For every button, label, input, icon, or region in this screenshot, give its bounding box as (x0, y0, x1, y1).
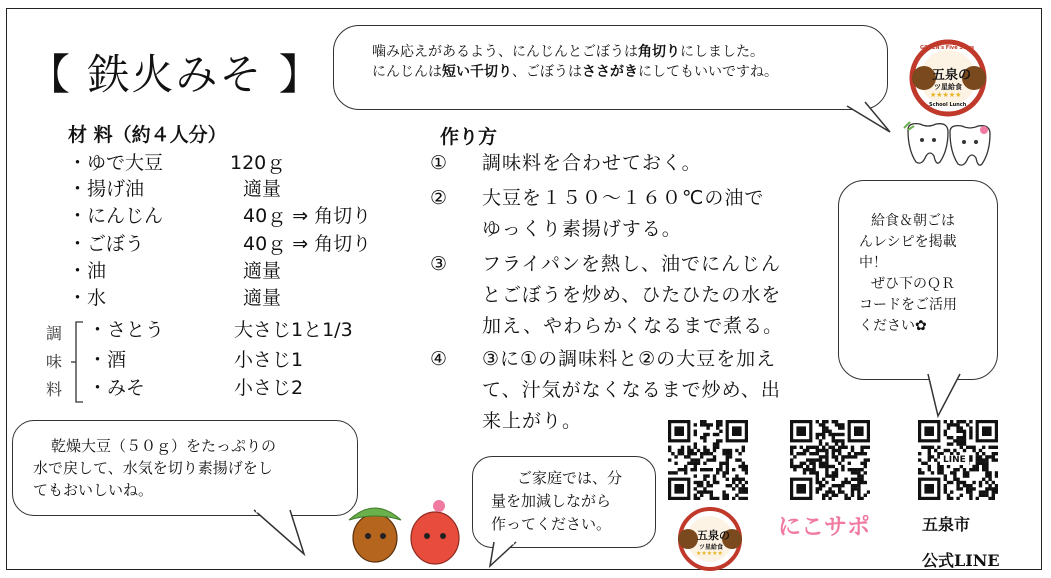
line-city-label: 五泉市 (922, 515, 971, 534)
tip-bottom-left-tail (250, 508, 310, 558)
qr-info-tail (922, 372, 972, 422)
logo-top-text: GOSEN's Five Stars (920, 45, 975, 51)
recipe-title: 【 鉄火みそ 】 (28, 50, 323, 99)
seasoning-label: 調 味 料 (46, 324, 63, 399)
logo-small-sub-text: ツ星給食 (699, 544, 724, 551)
qr-code-nikosapo-icon[interactable] (790, 420, 870, 500)
school-lunch-logo-bottom (668, 505, 752, 573)
qr-info-bubble (838, 180, 998, 380)
step-2: ② 大豆を１５０～１６０℃の油で ゆっくり素揚げする。 (430, 187, 765, 240)
logo-stars: ★★★★★ (930, 91, 962, 99)
steps-title: 作り方 (440, 126, 498, 148)
logo-bottom-text: School Lunch (929, 102, 967, 108)
tip-top-line-1: 噛み応えがあるよう、にんじんとごぼうは角切りにしました。 (372, 44, 764, 60)
step-1: ① 調味料を合わせておく。 (430, 152, 702, 174)
logo-main-text: 五泉の (932, 68, 972, 83)
tip-bottom-center-tail (488, 540, 528, 570)
step-4: ④ ③に①の調味料と②の大豆を加え て、汁気がなくなるまで炒め、出 来上がり。 (430, 348, 781, 432)
tip-top-line-2: にんじんは短い千切り、ごぼうはささがきにしてもいいですね。 (372, 64, 778, 80)
logo-small-main-text: 五泉の (697, 529, 730, 542)
qr-info-text: 給食＆朝ごは んレシピを掲載 中！ ぜひ下のＱＲ コードをご活用 ください✿ (859, 213, 957, 334)
tip-bubble-bottom-center (472, 456, 656, 548)
seasoning-bracket (70, 320, 86, 404)
tip-bottom-left-text: 乾燥大豆（５０ｇ）をたっぷりの 水で戻して、水気を切り素揚げをし てもおいしいね。 (33, 437, 277, 499)
line-official-label: 公式LINE (922, 551, 1000, 570)
school-lunch-logo-top (898, 38, 998, 118)
tip-top-tail (845, 100, 895, 140)
qr-code-recipe-icon[interactable] (668, 420, 748, 500)
logo-sub-text: ツ星給食 (934, 83, 962, 91)
tip-bubble-bottom-left (12, 420, 358, 516)
nikosapo-label: にこサポ (778, 514, 870, 540)
tip-top-text (372, 42, 778, 82)
tip-bubble-top (333, 25, 888, 110)
mascot-characters-icon (335, 490, 475, 570)
ingredients-title: 材 料（約４人分） (68, 124, 227, 146)
tooth-characters-icon (900, 120, 995, 170)
step-3: ③ フライパンを熱し、油でにんじん とごぼうを炒め、ひたひたの水を 加え、やわらかくなるまで煮る。 (430, 253, 784, 337)
qr-line-mark: LINE (940, 455, 969, 465)
tip-bottom-center-text: ご家庭では、分 量を加減しながら 作ってください。 (491, 469, 623, 533)
logo-small-stars: ★★★★★ (696, 550, 723, 557)
